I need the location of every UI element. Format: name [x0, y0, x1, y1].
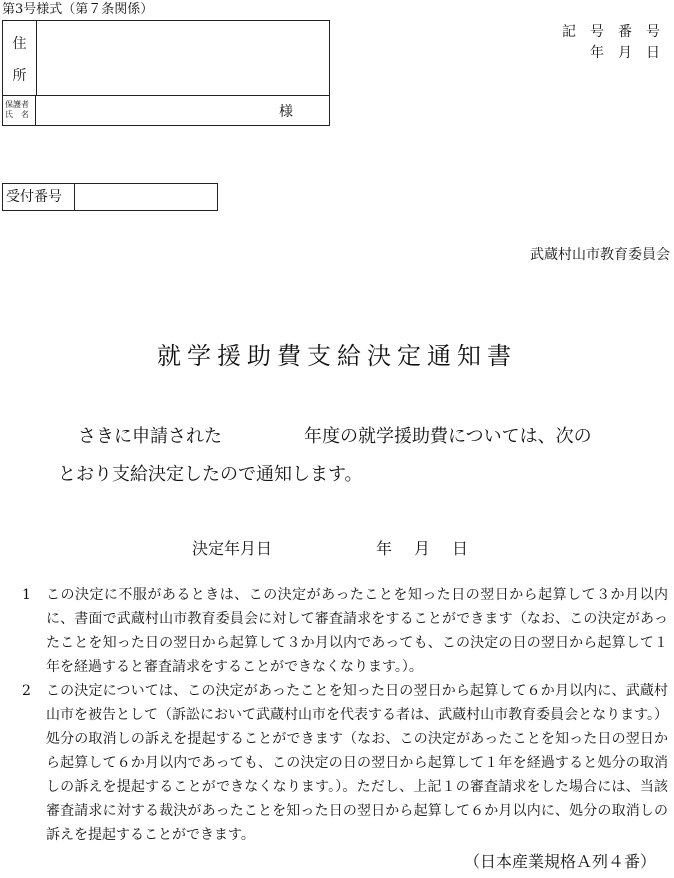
document-title: 就学援助費支給決定通知書 — [157, 342, 517, 370]
guardian-label-line2: 氏 名 — [5, 110, 29, 119]
address-label — [3, 21, 37, 95]
decision-date — [192, 536, 468, 559]
body-line-2: とおり支給決定したので通知します。 — [58, 464, 363, 485]
address-label-bottom: 所 — [12, 68, 27, 84]
address-row — [3, 21, 329, 96]
guardian-name-label — [3, 95, 36, 125]
recipient-table — [2, 20, 330, 126]
note-text: この決定については、この決定があったことを知った日の翌日から起算して６か月以内に、武蔵村山市を被告として（訴訟において武蔵村山市を代表する者は、武蔵村山市教育委員会となります。）処分の取消しの訴えを提起することができます（なお、この決定があったことを知った日の翌日から起算して６か月以内であっても、この決定の日の翌日から起算して１年を経過すると処分の取消しの訴えを提起することができなくなります。）。ただし、上記１の審査請求をした場合には、当該審査請求に対する裁決があったことを知った日の翌日から起算して６か月以内に、処分の取消しの訴えを提起することができます。 — [46, 683, 668, 843]
reception-number-label: 受付番号 — [3, 184, 75, 210]
document-date-line: 年 月 日 — [590, 45, 660, 61]
decision-day: 日 — [452, 539, 469, 558]
guardian-name-row — [3, 95, 329, 125]
honorific-sama: 様 — [279, 104, 293, 120]
notes-section — [18, 583, 668, 847]
reception-number-table — [2, 183, 218, 211]
body-line-1-after: 年度の就学援助費については、次の — [304, 426, 592, 447]
guardian-label-line1: 保護者 — [5, 100, 29, 109]
address-label-top: 住 — [12, 36, 27, 52]
decision-year: 年 — [376, 539, 393, 558]
note-item — [18, 679, 668, 847]
decision-date-label: 決定年月日 — [192, 539, 273, 558]
note-text: この決定に不服があるときは、この決定があったことを知った日の翌日から起算して３か月以内に、書面で武蔵村山市教育委員会に対して審査請求をすることができます（なお、この決定があったことを知った日の翌日から起算して３か月以内であっても、この決定の日の翌日から起算して１年を経過すると審査請求をすることができなくなります。）。 — [46, 587, 668, 675]
note-number: 2 — [22, 683, 31, 699]
body-line-1-before: さきに申請された — [78, 426, 222, 447]
issuer-name: 武蔵村山市教育委員会 — [530, 247, 670, 263]
document-meta — [562, 22, 660, 64]
document-number-line: 記 号 番 号 — [562, 24, 660, 40]
decision-month: 月 — [414, 539, 431, 558]
note-item — [18, 583, 668, 679]
paper-size-note: （日本産業規格Ａ列４番） — [463, 852, 656, 871]
body-line-1 — [78, 422, 592, 448]
form-number-label: 第3号様式（第７条関係） — [2, 2, 154, 17]
note-number: 1 — [22, 587, 31, 603]
